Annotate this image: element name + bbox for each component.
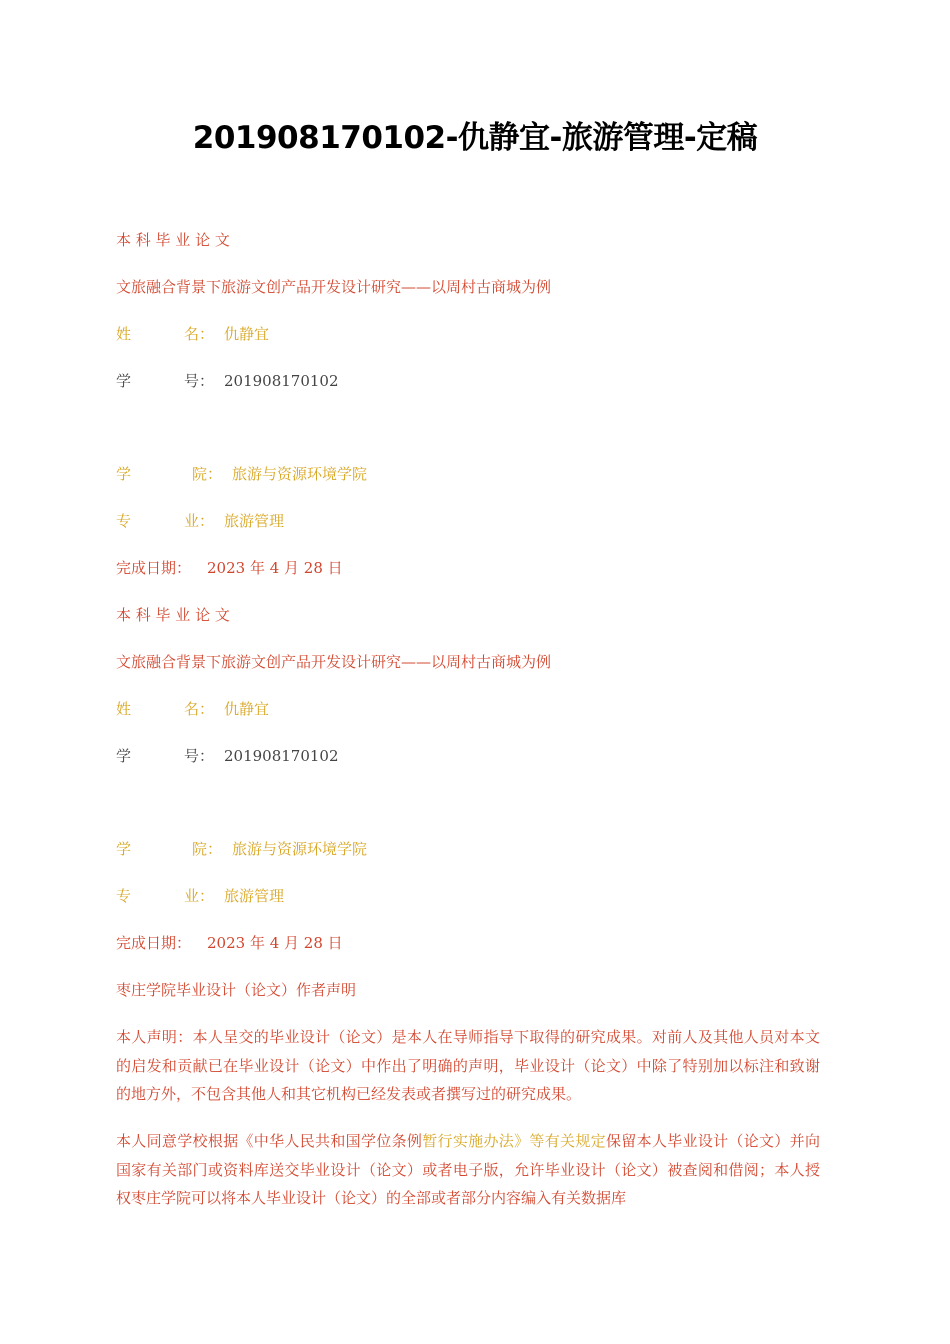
college-row	[116, 464, 367, 484]
declaration-paragraph-2	[116, 1127, 820, 1213]
name-value: 仇静宜	[224, 325, 270, 343]
college-label-1: 学	[116, 840, 132, 858]
id-label-1: 学	[116, 747, 132, 765]
major-row	[116, 886, 284, 906]
declaration-paragraph-2-highlight: 暂行实施办法》等有关规定	[422, 1132, 606, 1150]
major-label-1: 专	[116, 887, 132, 905]
cover-heading: 本 科 毕 业 论 文	[116, 231, 230, 249]
id-label-2: 号：	[184, 747, 215, 765]
college-row	[116, 839, 367, 859]
major-value: 旅游管理	[224, 512, 285, 530]
name-label-1: 姓	[116, 325, 132, 343]
major-label-1: 专	[116, 512, 132, 530]
id-label-2: 号：	[184, 372, 215, 390]
declaration-paragraph-2-part-c: 保留本人毕业设计（论文）并向国家有关部门或资料库送交毕业设计（论文）或者电子版，允许毕业设计（论文）被查阅和借阅；本人授权枣庄学院可以将本人毕业设计（论文）的全部或者部分内容编入有关数据库	[116, 1132, 820, 1207]
id-value: 201908170102	[224, 747, 339, 765]
college-label-2: 院：	[192, 840, 223, 858]
declaration-paragraph-2-part-a: 本人同意学校根据《中华人民共和国学位条例	[116, 1132, 423, 1150]
name-label-2: 名：	[184, 700, 215, 718]
college-label-2: 院：	[192, 465, 223, 483]
date-value: 2023 年 4 月 28 日	[207, 934, 343, 952]
name-row	[116, 699, 269, 719]
declaration-heading: 枣庄学院毕业设计（论文）作者声明	[116, 981, 357, 999]
name-value: 仇静宜	[224, 700, 270, 718]
thesis-title: 文旅融合背景下旅游文创产品开发设计研究——以周村古商城为例	[116, 653, 552, 671]
college-value: 旅游与资源环境学院	[232, 465, 368, 483]
name-row	[116, 324, 269, 344]
id-row	[116, 746, 339, 766]
date-label: 完成日期：	[116, 559, 192, 577]
name-label-1: 姓	[116, 700, 132, 718]
id-label-1: 学	[116, 372, 132, 390]
declaration-paragraph-1: 本人声明：本人呈交的毕业设计（论文）是本人在导师指导下取得的研究成果。对前人及其他人员对本文的启发和贡献已在毕业设计（论文）中作出了明确的声明，毕业设计（论文）中除了特别加以标注和致谢的地方外，不包含其他人和其它机构已经发表或者撰写过的研究成果。	[116, 1028, 820, 1103]
major-row	[116, 511, 284, 531]
name-label-2: 名：	[184, 325, 215, 343]
major-label-2: 业：	[184, 512, 215, 530]
date-row	[116, 558, 343, 578]
date-label: 完成日期：	[116, 934, 192, 952]
thesis-title: 文旅融合背景下旅游文创产品开发设计研究——以周村古商城为例	[116, 278, 552, 296]
college-label-1: 学	[116, 465, 132, 483]
date-row	[116, 933, 343, 953]
major-value: 旅游管理	[224, 887, 285, 905]
id-row	[116, 371, 339, 391]
major-label-2: 业：	[184, 887, 215, 905]
date-value: 2023 年 4 月 28 日	[207, 559, 343, 577]
cover-heading: 本 科 毕 业 论 文	[116, 606, 230, 624]
id-value: 201908170102	[224, 372, 339, 390]
document-title: 201908170102-仇静宜-旅游管理-定稿	[192, 120, 758, 156]
college-value: 旅游与资源环境学院	[232, 840, 368, 858]
